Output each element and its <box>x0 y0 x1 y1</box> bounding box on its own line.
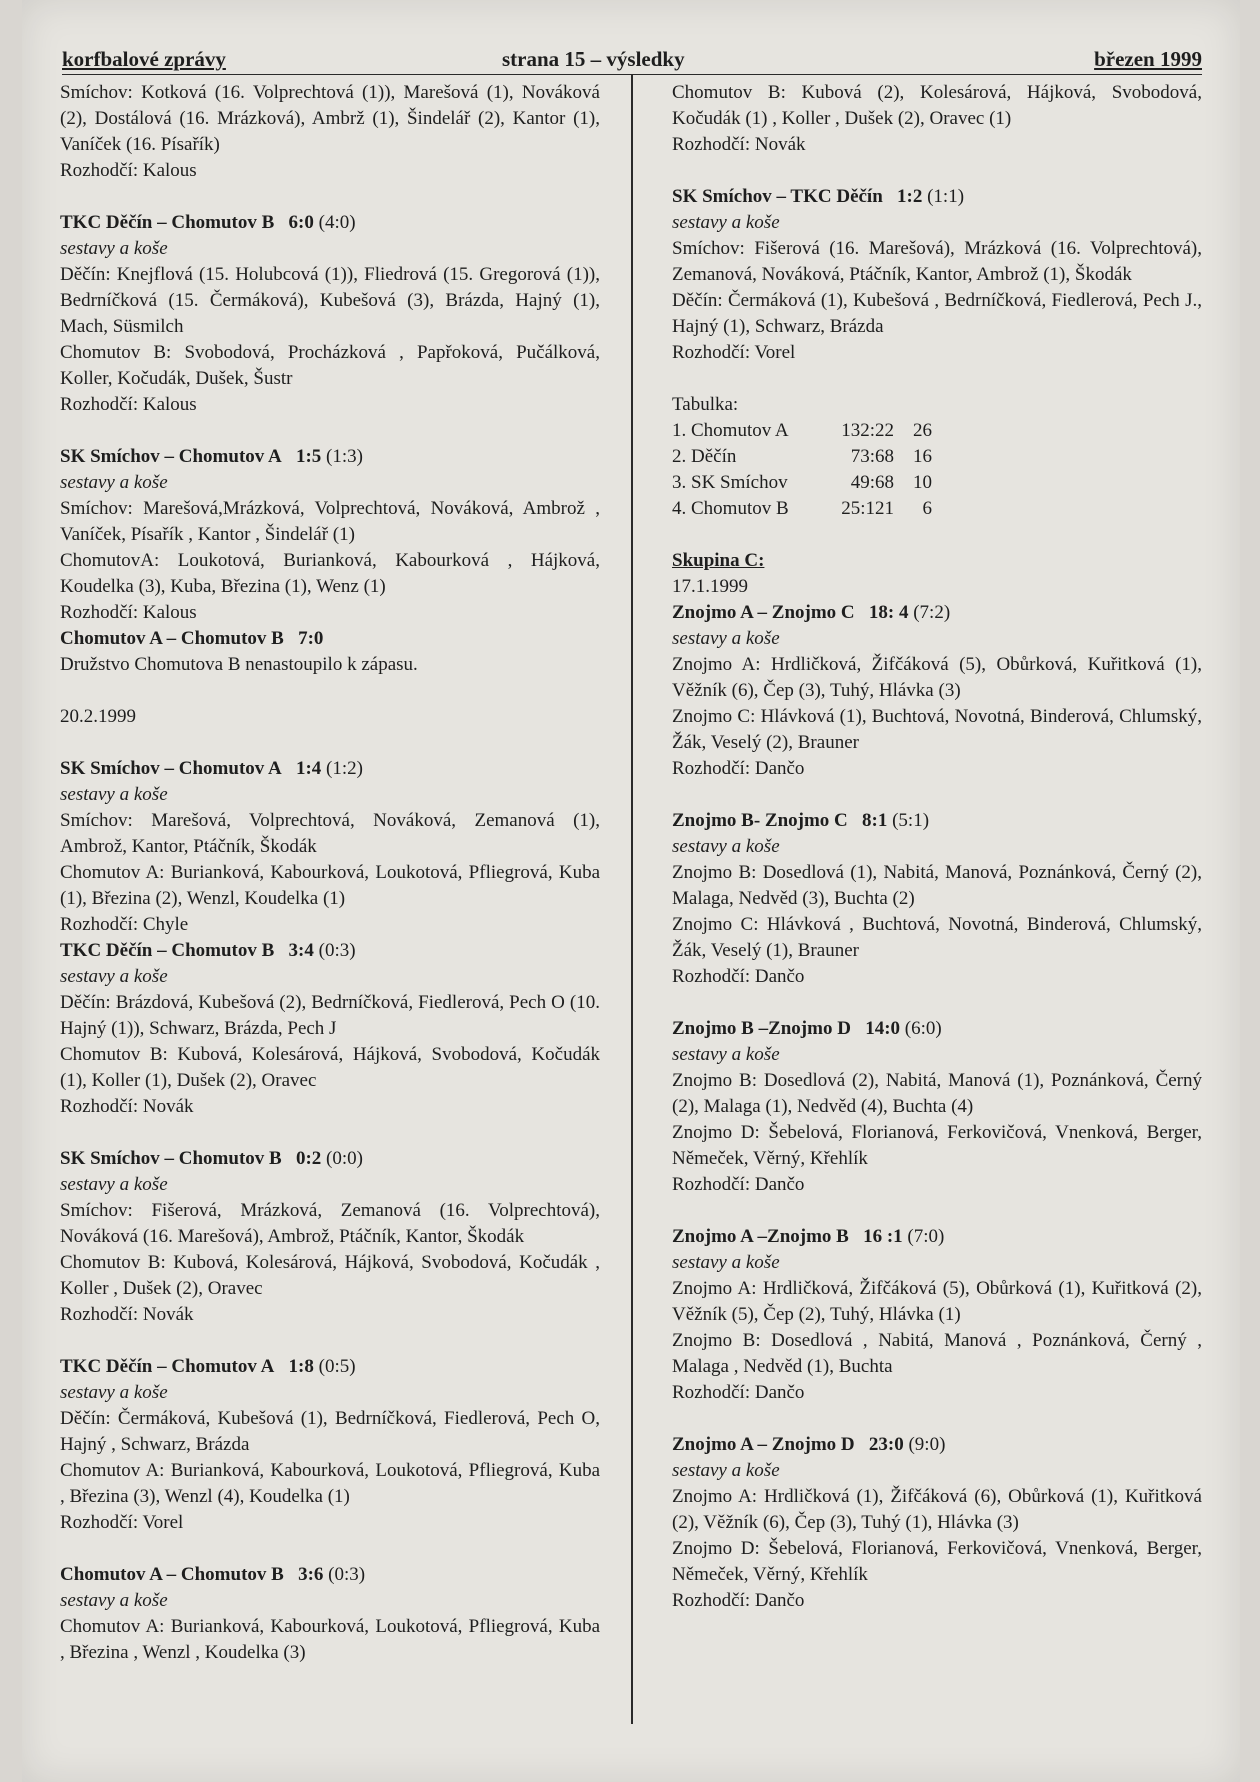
referee: Rozhodčí: Chyle <box>60 914 189 935</box>
match-title <box>60 1146 600 1172</box>
issue-date: březen 1999 <box>1094 47 1202 71</box>
lineup-text: Znojmo B: Dosedlová (1), Nabitá, Manová, Poznánková, Černý (2), Malaga, Nedvěd (3), Buchta (2) <box>672 862 1202 909</box>
halftime-score: (1:1) <box>927 186 965 207</box>
halftime-score: (5:1) <box>892 810 930 831</box>
match-teams: Znojmo A – Znojmo D <box>672 1434 855 1455</box>
lineup-heading: sestavy a koše <box>672 628 780 649</box>
match-teams: Chomutov A – Chomutov B <box>60 628 284 649</box>
lineup-heading: sestavy a koše <box>60 966 168 987</box>
lineup-heading: sestavy a koše <box>672 836 780 857</box>
lineup-text: Chomutov B: Kubová, Kolesárová, Hájková, Svobodová, Kočudák (1), Koller (1), Dušek (2), Oravec <box>60 1044 600 1091</box>
match-title <box>60 1354 600 1380</box>
halftime-score: (0:3) <box>318 940 356 961</box>
match-block <box>672 184 1202 366</box>
match-note: Družstvo Chomutova B nenastoupilo k zápasu. <box>60 654 418 675</box>
match-score: 1:4 <box>295 758 322 779</box>
lineup-heading: sestavy a koše <box>60 784 168 805</box>
match-score: 0:2 <box>295 1148 322 1169</box>
match-block <box>60 444 600 626</box>
referee: Rozhodčí: Novák <box>60 1304 194 1325</box>
right-column <box>672 80 1202 1614</box>
match-block <box>60 1146 600 1328</box>
match-teams: TKC Děčín – Chomutov A <box>60 1356 275 1377</box>
standings-row <box>672 496 1202 522</box>
lineup-heading: sestavy a koše <box>672 1460 780 1481</box>
lineup-text: Chomutov A: Burianková, Kabourková, Loukotová, Pfliegrová, Kuba , Březina (3), Wenzl (4), Koudelka (1) <box>60 1460 600 1507</box>
lineup-text: Znojmo A: Hrdličková, Žifčáková (5), Obůrková, Kuřitková (1), Věžník (6), Čep (3), Tuhý, Hlávka (3) <box>672 654 1202 701</box>
referee: Rozhodčí: Dančo <box>672 1590 805 1611</box>
match-block <box>60 938 600 1120</box>
match-score: 1:5 <box>295 446 322 467</box>
standings-team: 1. Chomutov A <box>672 420 789 441</box>
match-score: 1:8 <box>288 1356 314 1377</box>
standings-label: Tabulka: <box>672 394 739 415</box>
lineup-text: Smíchov: Marešová,Mrázková, Volprechtová, Nováková, Ambrož , Vaníček, Písařík , Kantor , Šindelář (1) <box>60 498 600 545</box>
match-title <box>60 444 600 470</box>
referee: Rozhodčí: Kalous <box>60 160 197 181</box>
lineup-heading: sestavy a koše <box>60 1174 168 1195</box>
lineup-text: Znojmo C: Hlávková , Buchtová, Novotná, Binderová, Chlumský, Žák, Veselý (1), Brauner <box>672 914 1202 961</box>
lineup-text: Chomutov B: Svobodová, Procházková , Papřoková, Pučálková, Koller, Kočudák, Dušek, Šustr <box>60 342 600 389</box>
publication-name: korfbalové zprávy <box>62 47 226 71</box>
lineup-heading: sestavy a koše <box>60 1382 168 1403</box>
lineup-text: Znojmo A: Hrdličková, Žifčáková (5), Obůrková (1), Kuřitková (2), Věžník (5), Čep (2), Tuhý, Hlávka (1) <box>672 1278 1202 1325</box>
match-block <box>60 1562 600 1666</box>
lineup-text: Chomutov B: Kubová (2), Kolesárová, Hájková, Svobodová, Kočudák (1) , Koller , Dušek (2), Oravec (1) <box>672 82 1202 129</box>
match-score: 6:0 <box>288 212 314 233</box>
match-block <box>672 1432 1202 1614</box>
lineup-text: Znojmo B: Dosedlová (2), Nabitá, Manová (1), Poznánková, Černý (2), Malaga (1), Nedvěd (4), Buchta (4) <box>672 1070 1202 1117</box>
halftime-score: (0:0) <box>326 1148 363 1169</box>
referee: Rozhodčí: Kalous <box>60 394 197 415</box>
match-title <box>672 1224 1202 1250</box>
standings-row <box>672 470 1202 496</box>
halftime-score: (4:0) <box>318 212 356 233</box>
standings-goals: 49:68 <box>850 472 894 493</box>
standings-table <box>672 392 1202 522</box>
match-title <box>60 626 600 652</box>
standings-points: 6 <box>922 498 932 519</box>
halftime-score: (7:0) <box>907 1226 945 1247</box>
match-score: 16 :1 <box>863 1226 903 1247</box>
referee: Rozhodčí: Vorel <box>672 342 796 363</box>
standings-points: 10 <box>913 472 932 493</box>
lineup-text: Znojmo C: Hlávková (1), Buchtová, Novotná, Binderová, Chlumský, Žák, Veselý (2), Brauner <box>672 706 1202 753</box>
lineup-text: Děčín: Čermáková (1), Kubešová , Bedrníčková, Fiedlerová, Pech J., Hajný (1), Schwarz, Brázda <box>672 290 1202 337</box>
lineup-text: Smíchov: Fišerová (16. Marešová), Mrázková (16. Volprechtová), Zemanová, Nováková, Ptáčník, Kantor, Ambrož (1), Škodák <box>672 238 1202 285</box>
match-title <box>672 1432 1202 1458</box>
match-score: 8:1 <box>862 810 888 831</box>
lineup-text: Znojmo D: Šebelová, Florianová, Ferkovičová, Vnenková, Berger, Němeček, Věrný, Křehlík <box>672 1122 1202 1169</box>
match-teams: Chomutov A – Chomutov B <box>60 1564 284 1585</box>
referee: Rozhodčí: Dančo <box>672 1382 805 1403</box>
match-block <box>672 808 1202 990</box>
match-teams: TKC Děčín – Chomutov B <box>60 940 275 961</box>
lineup-text: Chomutov A: Burianková, Kabourková, Loukotová, Pfliegrová, Kuba (1), Březina (2), Wenzl, Koudelka (1) <box>60 862 600 909</box>
match-score: 18: 4 <box>868 602 909 623</box>
match-teams: TKC Děčín – Chomutov B <box>60 212 275 233</box>
match-block <box>672 1016 1202 1198</box>
lineup-heading: sestavy a koše <box>672 1044 780 1065</box>
referee: Rozhodčí: Novák <box>672 134 806 155</box>
referee: Rozhodčí: Kalous <box>60 602 197 623</box>
match-teams: SK Smíchov – Chomutov A <box>60 446 282 467</box>
match-title <box>672 184 1202 210</box>
lineup-text: Děčín: Knejflová (15. Holubcová (1)), Fliedrová (15. Gregorová (1)), Bedrníčková (15. Čermáková), Kubešová (3), Brázda, Hajný (1), Mach, Süsmilch <box>60 264 600 337</box>
halftime-score: (6:0) <box>904 1018 942 1039</box>
match-teams: SK Smíchov – Chomutov B <box>60 1148 282 1169</box>
standings-row <box>672 444 1202 470</box>
match-score: 1:2 <box>897 186 923 207</box>
referee: Rozhodčí: Vorel <box>60 1512 184 1533</box>
match-title <box>60 756 600 782</box>
match-block <box>672 1224 1202 1406</box>
match-teams: Znojmo B –Znojmo D <box>672 1018 851 1039</box>
lineup-text: Chomutov A: Burianková, Kabourková, Loukotová, Pfliegrová, Kuba , Březina , Wenzl , Koudelka (3) <box>60 1616 600 1663</box>
lineup-text: Chomutov B: Kubová, Kolesárová, Hájková, Svobodová, Kočudák , Koller , Dušek (2), Oravec <box>60 1252 600 1299</box>
column-divider <box>631 74 633 1724</box>
match-score: 3:6 <box>298 1564 324 1585</box>
match-teams: SK Smíchov – Chomutov A <box>60 758 282 779</box>
round-date: 20.2.1999 <box>60 706 136 727</box>
match-title <box>672 808 1202 834</box>
lineup-heading: sestavy a koše <box>60 472 168 493</box>
page-header <box>62 42 1202 75</box>
standings-points: 16 <box>913 446 932 467</box>
halftime-score: (1:2) <box>326 758 363 779</box>
lineup-text: Smíchov: Fišerová, Mrázková, Zemanová (16. Volprechtová), Nováková (16. Marešová), Ambrož, Ptáčník, Kantor, Škodák <box>60 1200 600 1247</box>
referee: Rozhodčí: Dančo <box>672 758 805 779</box>
lineup-text: Smíchov: Kotková (16. Volprechtová (1)), Marešová (1), Nováková (2), Dostálová (16. Mrázková), Ambrž (1), Šindelář (2), Kantor (1), Vaníček (16. Písařík) <box>60 82 600 155</box>
halftime-score: (7:2) <box>913 602 951 623</box>
standings-team: 3. SK Smíchov <box>672 472 788 493</box>
match-score: 7:0 <box>298 628 324 649</box>
lineup-text: Znojmo D: Šebelová, Florianová, Ferkovičová, Vnenková, Berger, Němeček, Věrný, Křehlík <box>672 1538 1202 1585</box>
left-column <box>60 80 600 1666</box>
standings-points: 26 <box>913 420 932 441</box>
referee: Rozhodčí: Dančo <box>672 966 805 987</box>
match-teams: SK Smíchov – TKC Děčín <box>672 186 883 207</box>
newsletter-page <box>22 0 1240 1782</box>
lineup-text: Znojmo B: Dosedlová , Nabitá, Manová , Poznánková, Černý , Malaga , Nedvěd (1), Buchta <box>672 1330 1202 1377</box>
match-block <box>60 626 600 678</box>
lineup-heading: sestavy a koše <box>672 1252 780 1273</box>
standings-goals: 132:22 <box>841 420 894 441</box>
group-heading: Skupina C: <box>672 550 765 571</box>
match-title <box>672 600 1202 626</box>
match-title <box>60 1562 600 1588</box>
standings-goals: 73:68 <box>850 446 894 467</box>
match-score: 14:0 <box>865 1018 901 1039</box>
halftime-score: (1:3) <box>326 446 363 467</box>
match-teams: Znojmo B- Znojmo C <box>672 810 848 831</box>
match-score: 3:4 <box>288 940 314 961</box>
lineup-text: Děčín: Čermáková, Kubešová (1), Bedrníčková, Fiedlerová, Pech O, Hajný , Schwarz, Brázda <box>60 1408 600 1455</box>
round-date: 17.1.1999 <box>672 576 748 597</box>
standings-team: 4. Chomutov B <box>672 498 789 519</box>
match-block <box>60 756 600 938</box>
match-title <box>60 210 600 236</box>
halftime-score: (0:3) <box>328 1564 366 1585</box>
lineup-heading: sestavy a koše <box>672 212 780 233</box>
lineup-text: Děčín: Brázdová, Kubešová (2), Bedrníčková, Fiedlerová, Pech O (10. Hajný (1)), Schwarz, Brázda, Pech J <box>60 992 600 1039</box>
halftime-score: (0:5) <box>318 1356 356 1377</box>
standings-team: 2. Děčín <box>672 446 737 467</box>
match-title <box>60 938 600 964</box>
lineup-heading: sestavy a koše <box>60 1590 168 1611</box>
match-score: 23:0 <box>868 1434 904 1455</box>
match-teams: Znojmo A –Znojmo B <box>672 1226 849 1247</box>
referee: Rozhodčí: Dančo <box>672 1174 805 1195</box>
lineup-text: Znojmo A: Hrdličková (1), Žifčáková (6), Obůrková (1), Kuřitková (2), Věžník (6), Čep (3), Tuhý (1), Hlávka (3) <box>672 1486 1202 1533</box>
referee: Rozhodčí: Novák <box>60 1096 194 1117</box>
lineup-text: ChomutovA: Loukotová, Burianková, Kabourková , Hájková, Koudelka (3), Kuba, Březina (1), Wenz (1) <box>60 550 600 597</box>
lineup-text: Smíchov: Marešová, Volprechtová, Nováková, Zemanová (1), Ambrož, Kantor, Ptáčník, Škodák <box>60 810 600 857</box>
standings-row <box>672 418 1202 444</box>
standings-goals: 25:121 <box>841 498 894 519</box>
page-section: strana 15 – výsledky <box>502 47 685 71</box>
match-teams: Znojmo A – Znojmo C <box>672 602 855 623</box>
match-block <box>60 210 600 418</box>
match-block <box>672 600 1202 782</box>
halftime-score: (9:0) <box>908 1434 946 1455</box>
lineup-heading: sestavy a koše <box>60 238 168 259</box>
match-title <box>672 1016 1202 1042</box>
match-block <box>60 1354 600 1536</box>
